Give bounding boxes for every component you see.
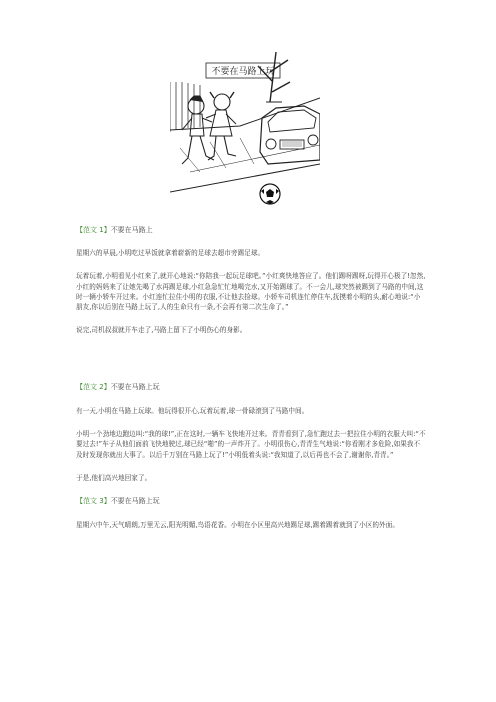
essay-paragraph: 小明一个劲地边跑边叫:“我的球!”,正在这时,一辆车飞快地开过来。青青看到了,急忙跑过去一把拉住小明的衣服大叫:“不要过去!”车子从他们面前飞快地驶过,球已经“啪”的一声炸开了。小明很伤心,青青生气地说:“你看刚才多危险,如果我不及时发现你就出大事了。以后千万别在马路上玩了!”小明低着头说:“我知道了,以后再也不会了,谢谢你,青青。” bbox=[76, 430, 426, 459]
football-icon bbox=[260, 184, 280, 204]
essay-paragraph: 说完,司机叔叔就开车走了,马路上留下了小明伤心的身影。 bbox=[76, 326, 247, 335]
essay-section bbox=[76, 496, 426, 530]
essay-paragraph: 于是,他们高兴地回家了。 bbox=[76, 473, 152, 482]
illustration bbox=[170, 52, 320, 212]
essay-section bbox=[76, 225, 426, 336]
essay-title: 不要在马路上玩 bbox=[110, 382, 160, 391]
essay-paragraph: 有一天,小明在马路上玩球。他玩得很开心,玩着玩着,球一骨碌滚到了马路中间。 bbox=[76, 406, 309, 415]
children-playing-football-drawing bbox=[170, 52, 320, 212]
essay-tag: 范文 2 bbox=[83, 382, 104, 391]
essay-tag: 范文 3 bbox=[83, 497, 104, 506]
essay-paragraph: 玩着玩着,小明看见小红来了,就开心地说:“你陪我一起玩足球吧。”小红爽快地答应了。他们踢呀踢呀,玩得开心极了!忽然,小红的妈妈来了让她先喝了水再踢足球,小红急急忙忙地喝完水,又开始踢球了。不一会儿,球突然被踢到了马路的中间,这时一辆小轿车开过来。小红连忙拉住小明的衣服,不让他去捡球。小轿车司机连忙停住车,抚摸着小明的头,耐心地说:“小朋友,你以后别在马路上玩了,人的生命只有一条,不会再有第二次生命了。” bbox=[76, 272, 426, 312]
essay-title: 不要在马路上 bbox=[110, 226, 153, 234]
essay-title: 不要在马路上玩 bbox=[110, 497, 160, 506]
essay-heading: 【范文 2】不要在马路上玩 bbox=[76, 382, 160, 391]
essay-tag: 范文 1 bbox=[83, 226, 104, 234]
essay-content bbox=[76, 225, 426, 531]
essay-section bbox=[76, 382, 426, 483]
essay-heading: 【范文 1】不要在马路上 bbox=[76, 226, 153, 234]
essay-heading: 【范文 3】不要在马路上玩 bbox=[76, 497, 160, 506]
essay-paragraph: 星期六的早晨,小明吃过早饭就拿着崭新的足球去超市旁踢足球。 bbox=[76, 249, 265, 257]
illustration-caption: 不要在马路上玩 bbox=[211, 67, 275, 77]
essay-paragraph: 星期六中午,天气晴朗,万里无云,阳光明媚,鸟语花香。小明在小区里高兴地踢足球,踢着踢着就到了小区的外面。 bbox=[76, 521, 399, 530]
